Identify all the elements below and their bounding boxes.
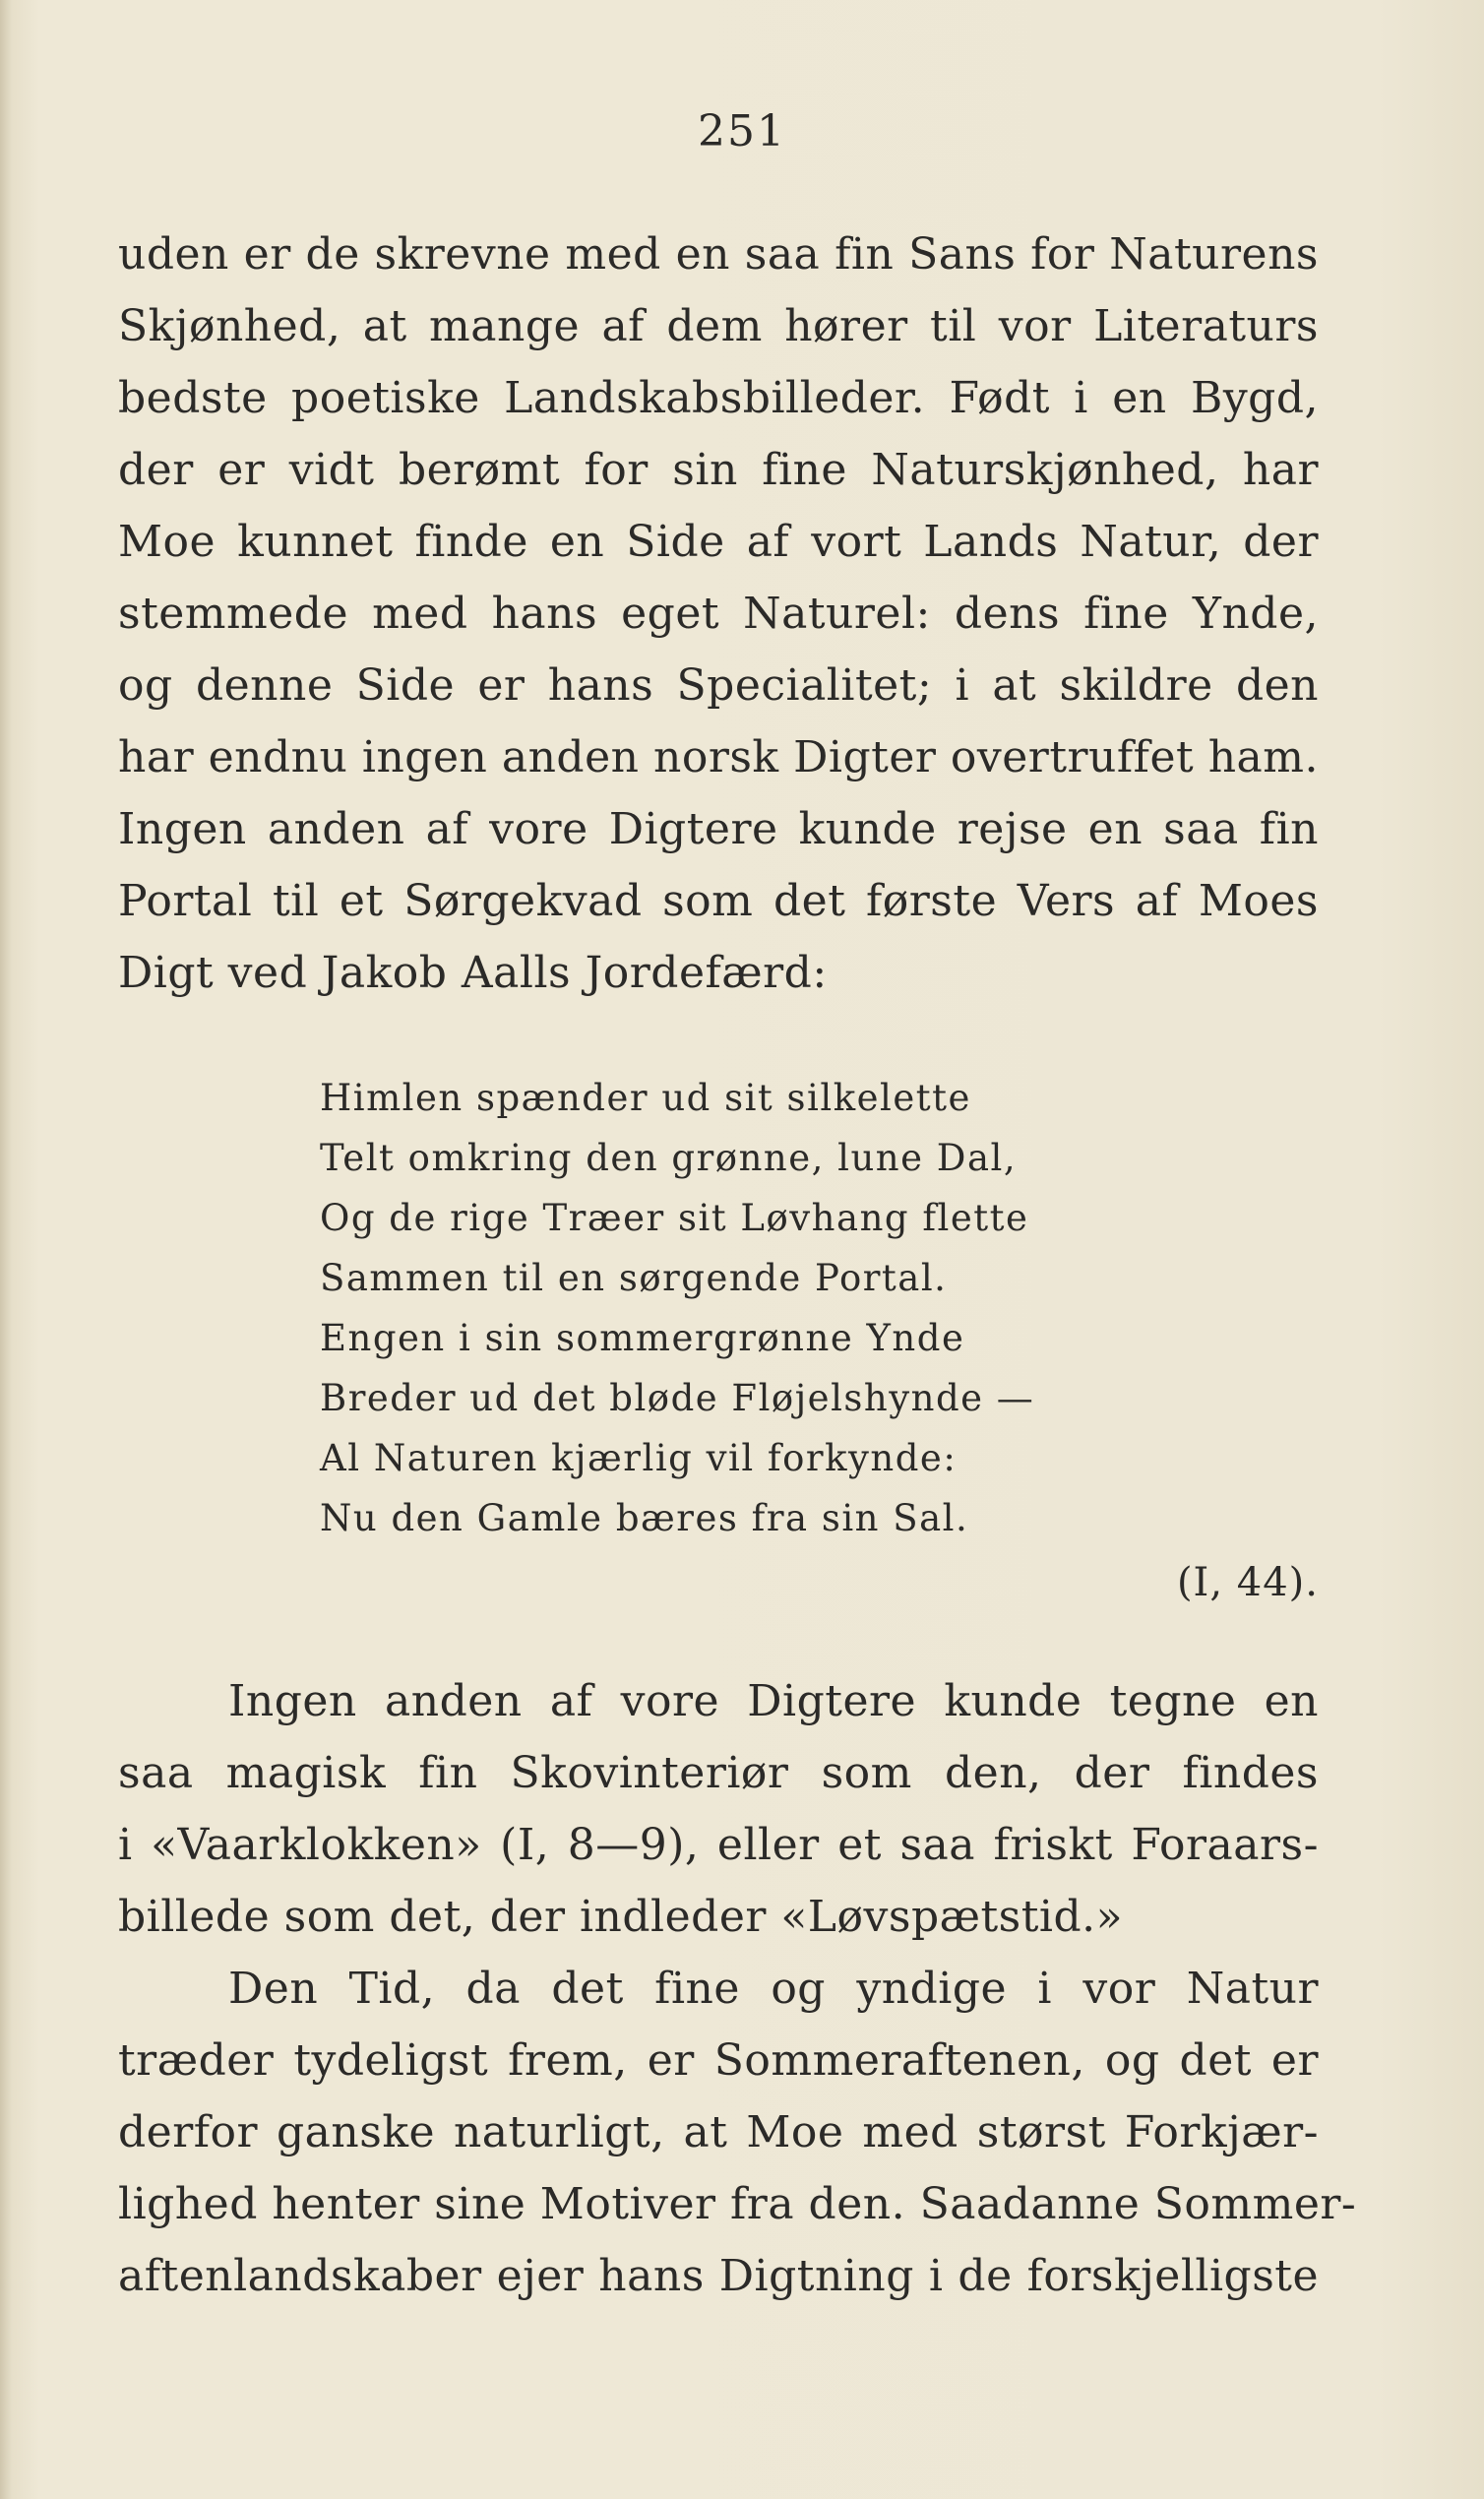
text-line: der er vidt berømt for sin fine Naturskjønhed, har <box>118 445 1319 495</box>
text-line: Portal til et Sørgekvad som det første Vers af Moes <box>118 876 1319 926</box>
text-line: derfor ganske naturligt, at Moe med størst Forkjær- <box>118 2107 1319 2157</box>
text-line: Ingen anden af vore Digtere kunde tegne en <box>228 1676 1319 1726</box>
text-line: Den Tid, da det fine og yndige i vor Natur <box>228 1964 1319 2014</box>
poem-verse: Telt omkring den grønne, lune Dal, <box>320 1137 1018 1179</box>
poem-block <box>320 1068 1034 1548</box>
text-line: Moe kunnet finde en Side af vort Lands Natur, der <box>118 517 1319 567</box>
poem-verse: Himlen spænder ud sit silkelette <box>320 1077 971 1119</box>
poem-verse: Nu den Gamle bæres fra sin Sal. <box>320 1497 969 1539</box>
text-line: bedste poetiske Landskabsbilleder. Født i en Bygd, <box>118 373 1319 423</box>
text-line: stemmede med hans eget Naturel: dens fine Ynde, <box>118 589 1319 639</box>
text-line: Digt ved Jakob Aalls Jordefærd: <box>118 948 828 998</box>
text-line: og denne Side er hans Specialitet; i at skildre den <box>118 660 1319 711</box>
text-line: lighed henter sine Motiver fra den. Saadanne Sommer- <box>118 2179 1357 2229</box>
text-line: Skjønhed, at mange af dem hører til vor Literaturs <box>118 301 1319 351</box>
text-line: har endnu ingen anden norsk Digter overtruffet ham. <box>118 732 1319 782</box>
text-line: saa magisk fin Skovinteriør som den, der findes <box>118 1748 1319 1798</box>
paragraph-2 <box>118 1665 1357 2312</box>
poem-verse: Sammen til en sørgende Portal. <box>320 1257 948 1299</box>
poem-verse: Engen i sin sommergrønne Ynde <box>320 1317 965 1359</box>
text-line: uden er de skrevne med en saa fin Sans for Naturens <box>118 229 1319 280</box>
page-number: 251 <box>698 106 786 156</box>
poem-citation: (I, 44). <box>1176 1560 1319 1605</box>
text-line: i «Vaarklokken» (I, 8—9), eller et saa friskt Foraars- <box>118 1820 1319 1870</box>
page-binding-edge <box>0 0 12 2499</box>
text-line: træder tydeligst frem, er Sommeraftenen, og det er <box>118 2035 1319 2086</box>
text-line: Ingen anden af vore Digtere kunde rejse en saa fin <box>118 804 1319 854</box>
poem-verse: Breder ud det bløde Fløjelshynde — <box>320 1377 1035 1419</box>
text-line: aftenlandskaber ejer hans Digtning i de forskjelligste <box>118 2251 1319 2301</box>
paragraph-1 <box>118 219 1319 1009</box>
text-line: billede som det, der indleder «Løvspætstid.» <box>118 1892 1124 1942</box>
poem-verse: Og de rige Træer sit Løvhang flette <box>320 1197 1029 1239</box>
poem-verse: Al Naturen kjærlig vil forkynde: <box>320 1437 958 1479</box>
